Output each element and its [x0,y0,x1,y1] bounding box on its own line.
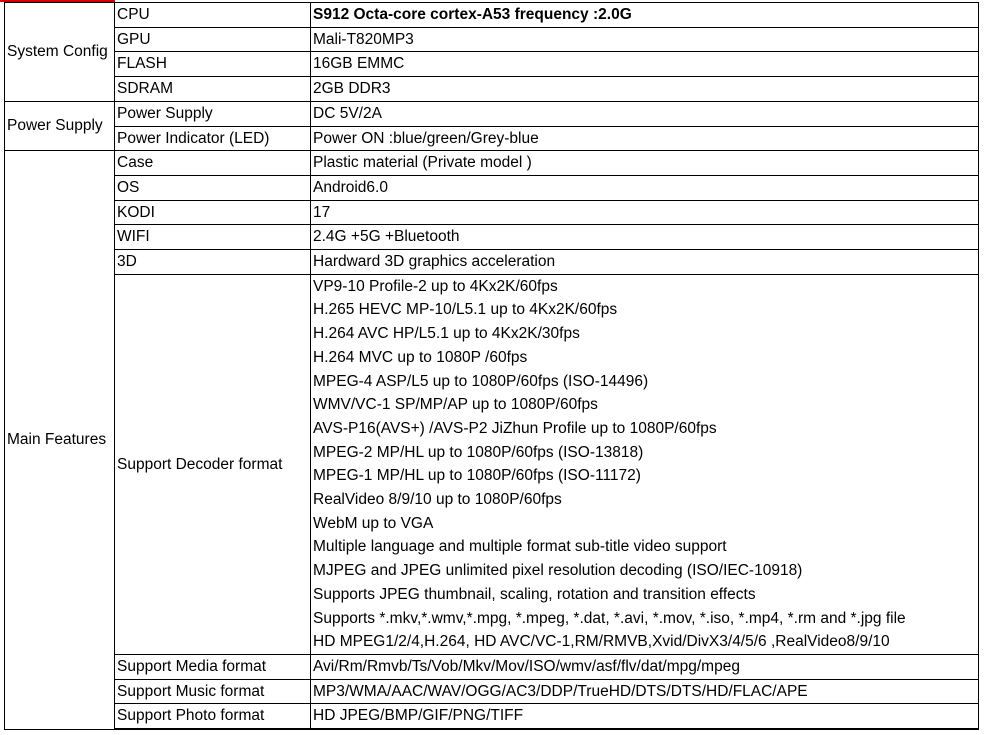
spec-value: Mali-T820MP3 [311,27,979,52]
spec-label [115,729,311,730]
list-item: MPEG-4 ASP/L5 up to 1080P/60fps (ISO-14496) [313,372,649,390]
list-item: H.265 HEVC MP-10/L5.1 up to 4Kx2K/60fps [313,301,618,319]
list-item: H.264 AVC HP/L5.1 up to 4Kx2K/30fps [313,325,580,343]
list-item: MPEG-1 MP/HL up to 1080P/60fps (ISO-11172) [313,467,641,485]
table-row [5,225,979,250]
list-item: RealVideo 8/9/10 up to 1080P/60fps [313,491,562,509]
spec-label: Support Media format [115,654,311,679]
list-item: Multiple language and multiple format sub-title video support [313,538,727,556]
table-row [5,729,979,730]
spec-label: 3D [115,250,311,275]
spec-value: Hardward 3D graphics acceleration [311,250,979,275]
table-row [5,27,979,52]
list-item: HD MPEG1/2/4,H.264, HD AVC/VC-1,RM/RMVB,Xvid/DivX3/4/5/6 ,RealVideo8/9/10 [313,633,890,651]
table-row [5,200,979,225]
spec-label: CPU [115,3,311,28]
table-row [5,654,979,679]
table-row [5,3,979,28]
spec-value: 2GB DDR3 [311,77,979,102]
spec-value: MP3/WMA/AAC/WAV/OGG/AC3/DDP/TrueHD/DTS/DTS/HD/FLAC/APE [311,679,979,704]
list-item: WebM up to VGA [313,514,434,532]
spec-label: Power Supply [115,101,311,126]
spec-value: Power ON :blue/green/Grey-blue [311,126,979,151]
spec-label: Power Indicator (LED) [115,126,311,151]
spec-value [311,729,979,730]
spec-label: Support Photo format [115,704,311,729]
spec-label: GPU [115,27,311,52]
spec-table [4,2,979,730]
table-row [5,126,979,151]
table-row [5,175,979,200]
list-item: MPEG-2 MP/HL up to 1080P/60fps (ISO-13818) [313,443,644,461]
table-row [5,250,979,275]
group-power-supply: Power Supply [5,101,115,150]
table-row [5,704,979,729]
table-row [5,52,979,77]
spec-label: Support Music format [115,679,311,704]
table-row [5,101,979,126]
group-system-config: System Config [5,3,115,102]
spec-value: Avi/Rm/Rmvb/Ts/Vob/Mkv/Mov/ISO/wmv/asf/flv/dat/mpg/mpeg [311,654,979,679]
decoder-format-list [311,274,979,654]
spec-value: 2.4G +5G +Bluetooth [311,225,979,250]
spec-value: S912 Octa-core cortex-A53 frequency :2.0G [311,3,979,28]
spec-value: HD JPEG/BMP/GIF/PNG/TIFF [311,704,979,729]
list-item: Supports JPEG thumbnail, scaling, rotation and transition effects [313,585,756,603]
spec-label: Case [115,151,311,176]
spec-label: KODI [115,200,311,225]
spec-value: DC 5V/2A [311,101,979,126]
list-item: VP9-10 Profile-2 up to 4Kx2K/60fps [313,277,558,295]
spec-label: FLASH [115,52,311,77]
spec-label: Support Decoder format [115,274,311,654]
list-item: AVS-P16(AVS+) /AVS-P2 JiZhun Profile up to 1080P/60fps [313,419,717,437]
list-item: Supports *.mkv,*.wmv,*.mpg, *.mpeg, *.dat, *.avi, *.mov, *.iso, *.mp4, *.rm and *.jpg file [313,609,906,627]
spec-value: Android6.0 [311,175,979,200]
spec-value: 17 [311,200,979,225]
table-row [5,151,979,176]
table-row [5,679,979,704]
list-item: WMV/VC-1 SP/MP/AP up to 1080P/60fps [313,396,598,414]
table-row [5,274,979,654]
group-main-features: Main Features [5,151,115,730]
spec-value: Plastic material (Private model ) [311,151,979,176]
spec-label: OS [115,175,311,200]
list-item: H.264 MVC up to 1080P /60fps [313,348,528,366]
spec-label: WIFI [115,225,311,250]
spec-value: 16GB EMMC [311,52,979,77]
spec-label: SDRAM [115,77,311,102]
list-item: MJPEG and JPEG unlimited pixel resolution decoding (ISO/IEC-10918) [313,562,803,580]
table-row [5,77,979,102]
